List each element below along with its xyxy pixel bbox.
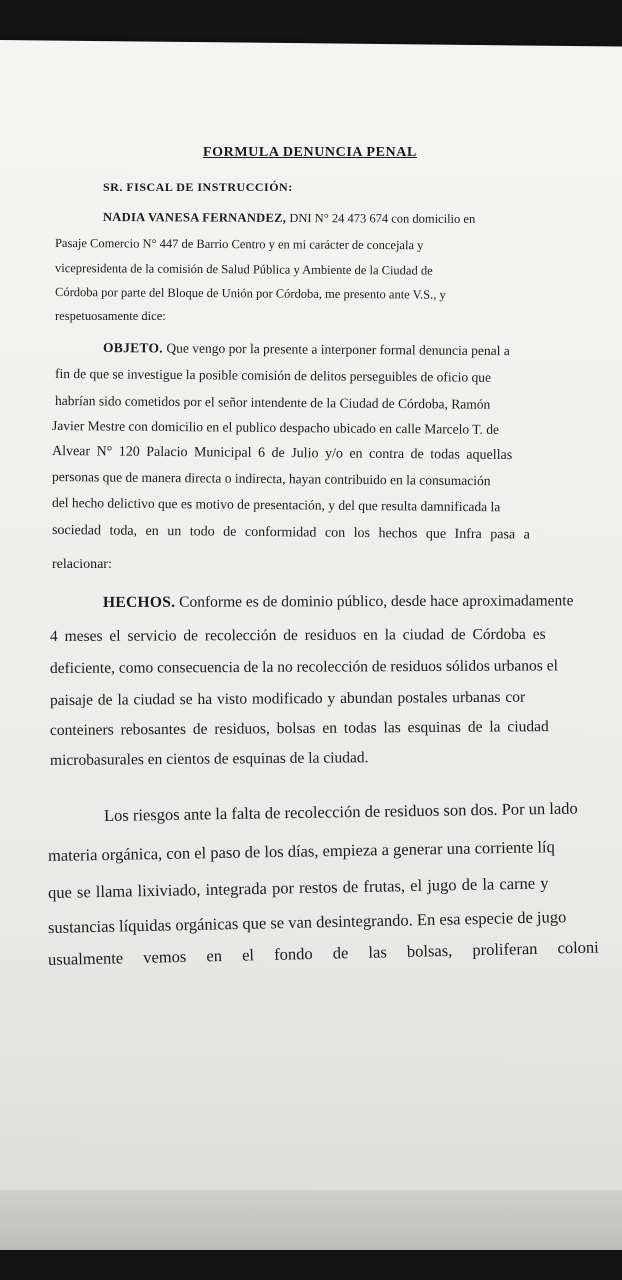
objeto-line-9: relacionar: [52,557,112,572]
complainant-name: NADIA VANESA FERNANDEZ, [102,210,287,225]
intro-line-5: respetuosamente dice: [55,309,166,323]
objeto-line-7: del hecho delictivo que es motivo de presentación, y del que resulta damnificada la [51,495,501,515]
riesgos-line-1: Los riesgos ante la falta de recolección de residuos son dos. Por un lado [103,798,578,825]
objeto-line-1 [103,340,510,359]
riesgos-line-5: usualmente vemos en el fondo de las bolsas, proliferan coloni [47,937,599,969]
intro-line-1 [103,210,475,227]
intro-line-3: vicepresidenta de la comisión de Salud Pública y Ambiente de la Ciudad de [54,261,433,278]
hechos-line-4: paisaje de la ciudad se ha visto modificado y abundan postales urbanas cor [49,688,526,709]
objeto-line-5: Alvear N° 120 Palacio Municipal 6 de Julio y/o en contra de todas aquellas [51,444,513,464]
hechos-line-3: deficiente, como consecuencia de la no recolección de residuos sólidos urbanos el [49,657,558,677]
hechos-line-6: microbasurales en cientos de esquinas de la ciudad. [49,749,369,769]
objeto-heading: OBJETO. [102,340,164,356]
hechos-heading: HECHOS. [102,593,176,611]
paper-bottom-edge [0,1190,622,1250]
addressee-line: SR. FISCAL DE INSTRUCCIÓN: [103,180,293,194]
intro-line-1-rest: DNI N° 24 473 674 con domicilio en [286,210,476,226]
hechos-line-5: conteiners rebosantes de residuos, bolsas en todas las esquinas de la ciudad [49,718,549,739]
hechos-line-1-rest: Conforme es de dominio público, desde hace aproximadamente [175,592,574,611]
hechos-line-2: 4 meses el servicio de recolección de residuos en la ciudad de Córdoba es [49,625,546,645]
intro-line-2: Pasaje Comercio N° 447 de Barrio Centro y en mi carácter de concejala y [54,236,424,253]
document-title: FORMULA DENUNCIA PENAL [203,145,417,160]
objeto-line-2: fin de que se investigue la posible comisión de delitos perseguibles de oficio que [54,366,492,385]
riesgos-line-3: que se llama lixiviado, integrada por restos de frutas, el jugo de la carne y [47,873,549,902]
hechos-line-1 [103,592,574,612]
riesgos-line-4: sustancias líquidas orgánicas que se van desintegrando. En esa especie de jugo [47,907,567,937]
objeto-line-8: sociedad toda, en un todo de conformidad con los hechos que Infra pasa a [51,523,530,543]
riesgos-line-2: materia orgánica, con el paso de los días, empieza a generar una corriente líq [47,837,555,865]
objeto-line-1-rest: Que vengo por la presente a interponer formal denuncia penal a [162,340,510,359]
objeto-line-6: personas que de manera directa o indirecta, hayan contribuido en la consumación [51,469,491,489]
intro-line-4: Córdoba por parte del Bloque de Unión por Córdoba, me presento ante V.S., y [54,285,446,302]
objeto-line-4: Javier Mestre con domicilio en el publico despacho ubicado en calle Marcelo T. de [51,418,500,437]
objeto-line-3: habrían sido cometidos por el señor intendente de la Ciudad de Córdoba, Ramón [54,393,491,412]
